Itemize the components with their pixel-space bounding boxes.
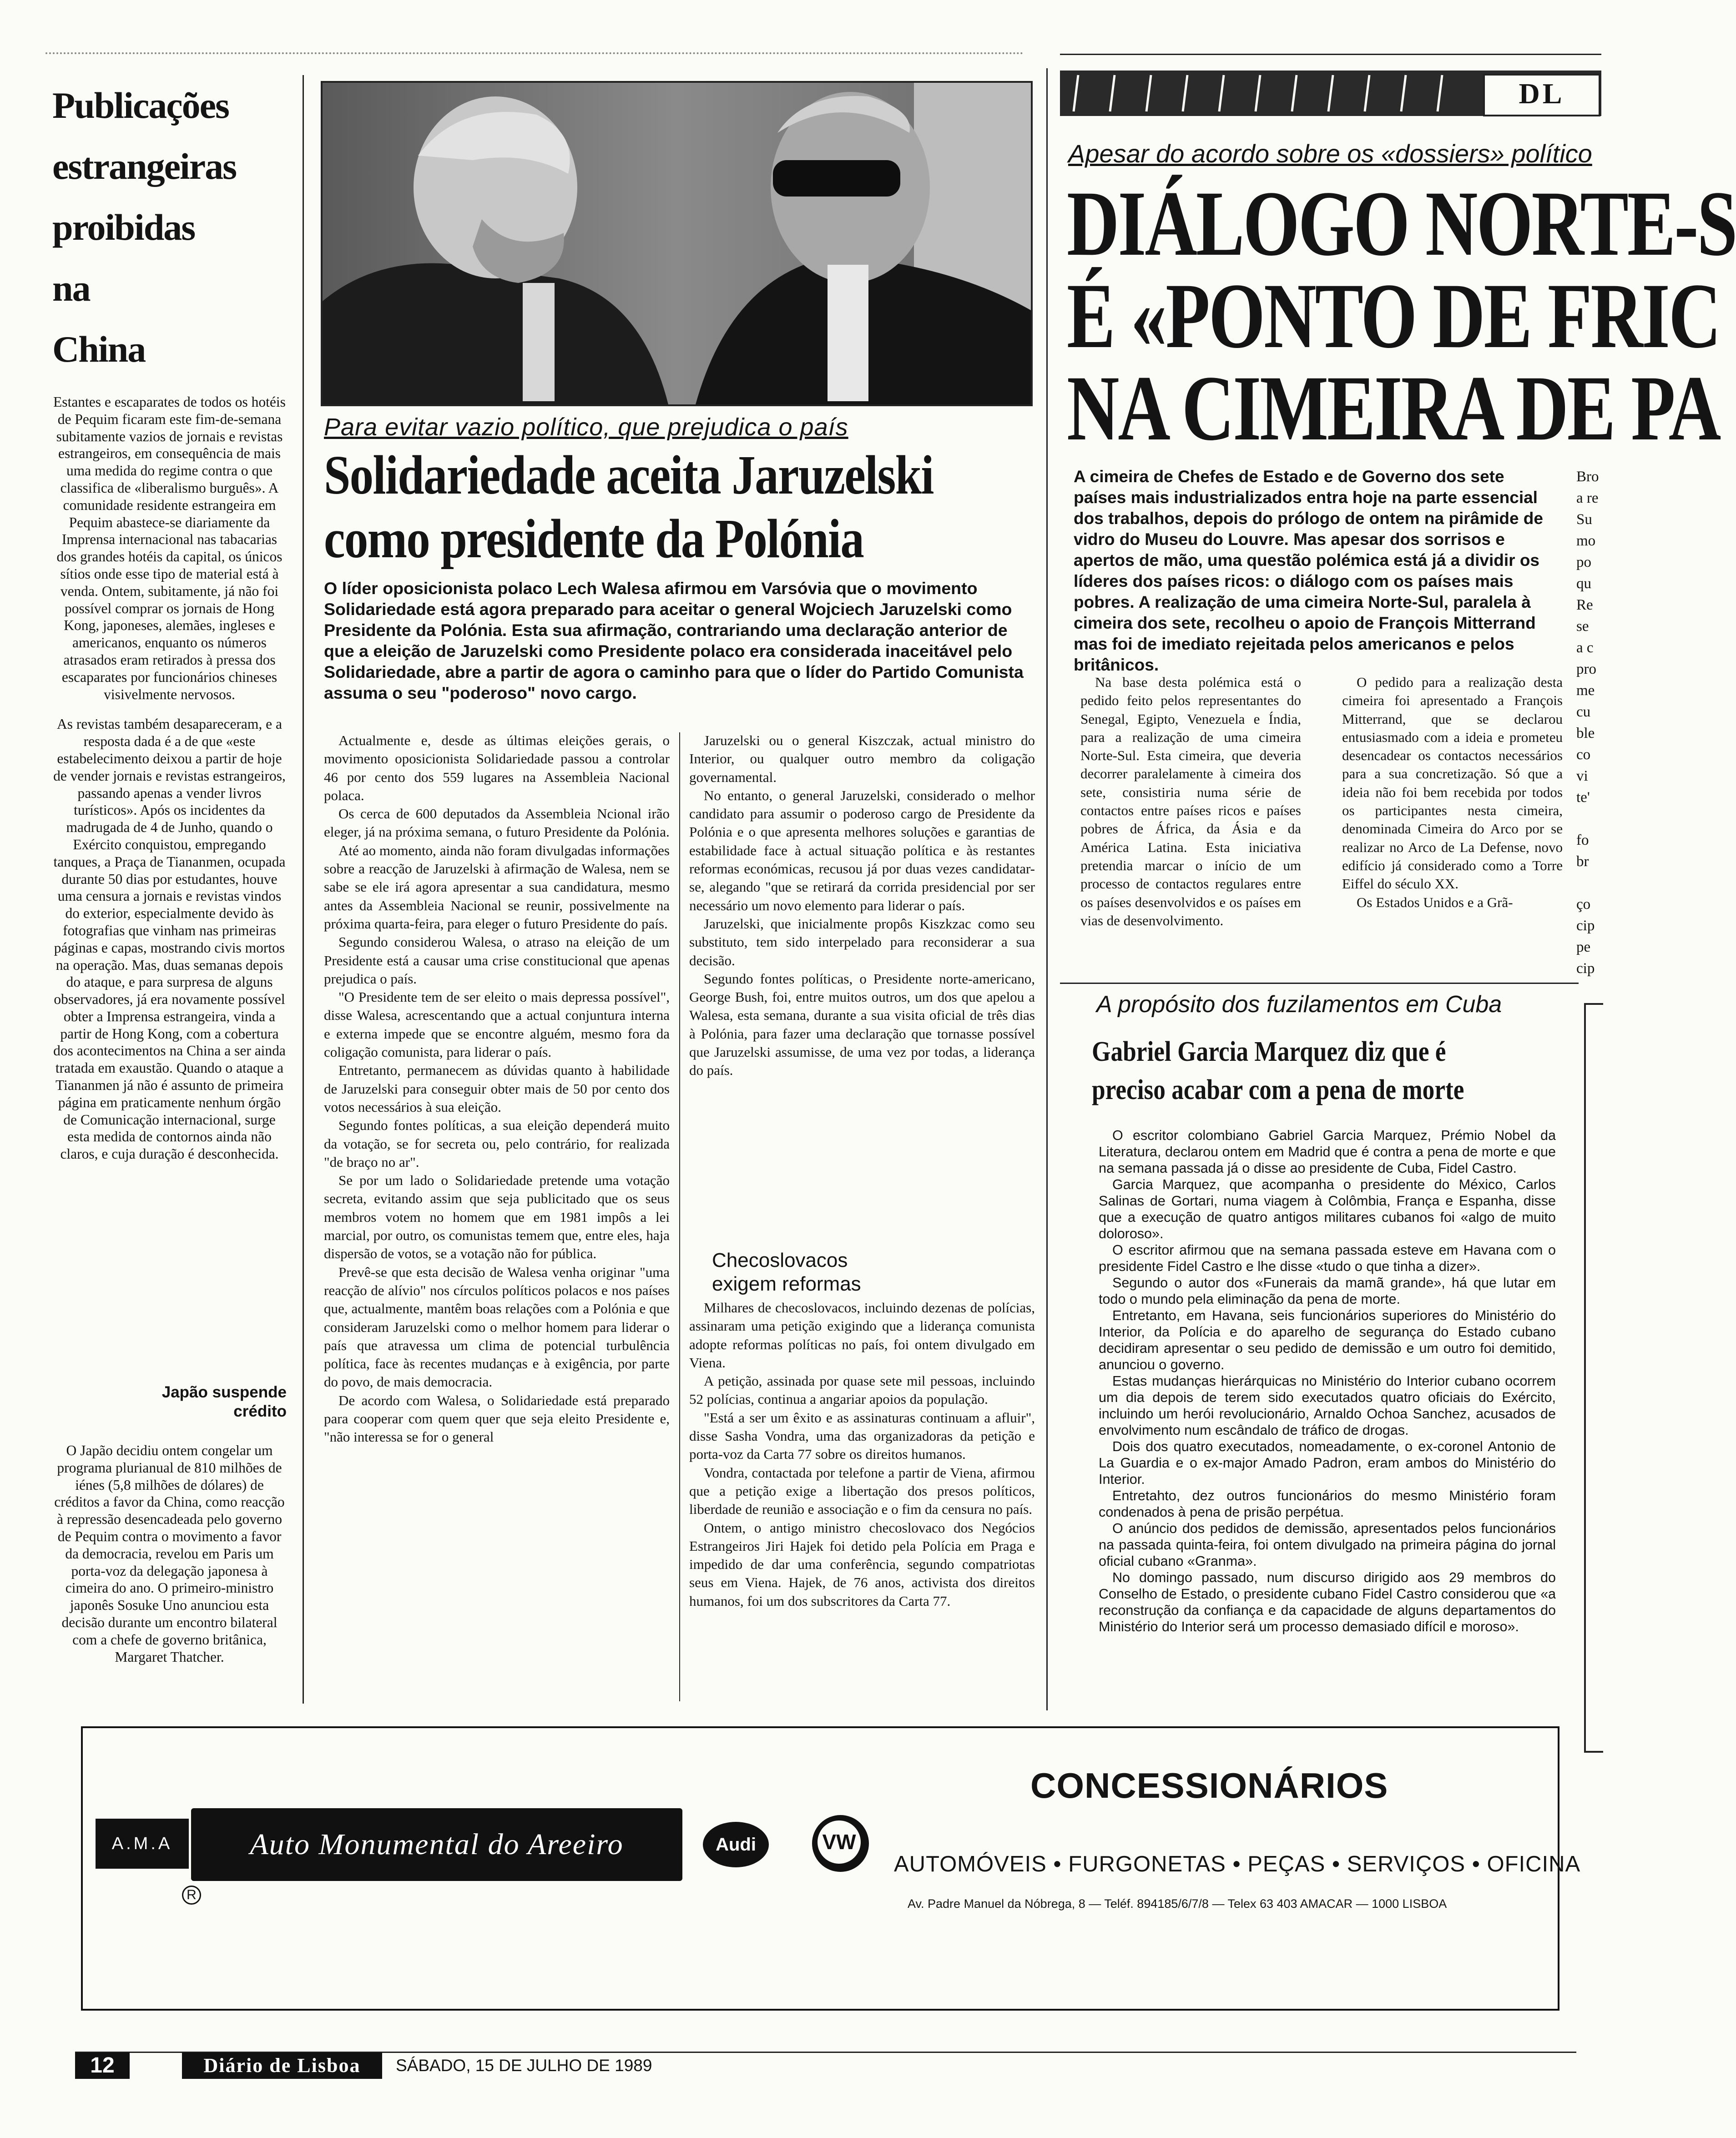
north-south-headline: DIÁLOGO NORTE-S É «PONTO DE FRIC NA CIMEIRA DE PA bbox=[1067, 172, 1736, 460]
column-divider-center bbox=[1046, 68, 1048, 1710]
news-photo-illustration bbox=[323, 83, 1031, 404]
poland-column-2: Jaruzelski ou o general Kiszczak, actual ministro do Interior, ou qualquer outro membro da coligação governamental. No entanto, o general Jaruzelski, considerado o melhor candidato para assumir o poderoso cargo de Presidente da Polónia e o que apresenta melhores soluções e garantias de estabilidade face à actual situação política e às restantes reformas económicas, recusou já por duas vezes candidatar-se, alegando "que se retirará da corrida presidencial por ser necessário um novo elemento para liderar o país. Jaruzelski, que inicialmente propôs Kiszkzac como seu substituto, tem sido interpelado para reconsiderar a sua decisão. Segundo fontes políticas, o Presidente norte-americano, George Bush, foi, entre muitos outros, um dos que apelou a Walesa, esta semana, durante a sua visita oficial de três dias à Polónia, para fazer uma declaração que tornasse possível que Jaruzelski assumisse, de uma vez por todas, a liderança do país. bbox=[689, 732, 1035, 1079]
edge-fragment: cip bbox=[1576, 918, 1595, 934]
vw-logo-letters: VW bbox=[818, 1820, 861, 1864]
top-rule-right bbox=[1060, 54, 1601, 55]
north-south-edge-column bbox=[1576, 466, 1601, 979]
edge-fragment: a re bbox=[1576, 490, 1599, 506]
edge-fragment bbox=[1576, 808, 1601, 830]
china-story: Estantes e escaparates de todos os hotéis de Pequim ficaram este fim-de-semana subitamente vazios de jornais e revistas estrangeiros, em consequência de mais uma medida do regime contra o que classifica de «liberalismo burguês». A comunidade residente estrangeira em Pequim abastece-se diariamente da Imprensa internacional nas tabacarias dos grandes hotéis da capital, os únicos sítios onde esse tipo de material está à venda. Ontem, subitamente, já não foi possível comprar os jornais de Hong Kong, japoneses, alemães, ingleses e americanos, enquanto os números atrasados eram retirados à pressa dos escaparates por funcionários chineses visivelmente nervosos. As revistas também desapareceram, e a resposta dada é a de que «este estabelecimento deixou a partir de hoje de vender jornais e revistas estrangeiros, passando apenas a vender livros turísticos». Após os incidentes da madrugada de 4 de Junho, quando o Exército conquistou, empregando tanques, a Praça de Tiananmen, ocupada durante 50 dias por estudantes, houve uma censura a jornais e revistas vindos do exterior, especialmente devido às fotografias que vinham nas primeiras páginas e capas, mostrando civis mortos na operação. Mas, duas semanas depois do ataque, e para surpresa de alguns observadores, já era novamente possível obter a Imprensa estrangeira, vinda a partir de Hong Kong, com a cobertura dos acontecimentos na China a ser ainda tratada em exaustão. Quando o ataque a Tiananmen já não é assunto de primeira página em praticamente nenhum órgão de Comunicação internacional, surge esta medida de contornos ainda não claros, e cuja duração é desconhecida. bbox=[53, 394, 286, 1162]
edge-fragment: a c bbox=[1576, 640, 1594, 656]
edge-fragment bbox=[1576, 872, 1601, 894]
edge-fragment: qu bbox=[1576, 575, 1591, 592]
edge-fragment: cip bbox=[1576, 960, 1595, 977]
walesa-jaruzelski-photo bbox=[321, 81, 1033, 406]
poland-headline: Solidariedade aceita Jaruzelski como presidente da Polónia bbox=[324, 444, 934, 570]
japan-subheadline: Japão suspende crédito bbox=[161, 1383, 287, 1420]
cuba-top-rule bbox=[1060, 983, 1579, 984]
poland-column-divider bbox=[679, 732, 680, 1701]
edge-fragment: pe bbox=[1576, 939, 1591, 955]
north-south-kicker: Apesar do acordo sobre os «dossiers» político bbox=[1068, 139, 1592, 168]
edge-box bbox=[1584, 1003, 1603, 1753]
cuba-headline: Gabriel Garcia Marquez diz que é preciso acabar com a pena de morte bbox=[1092, 1036, 1464, 1105]
edge-fragment: se bbox=[1576, 618, 1589, 635]
edge-fragment: Re bbox=[1576, 597, 1593, 613]
poland-lead: O líder oposicionista polaco Lech Walesa afirmou em Varsóvia que o movimento Solidariedade está agora preparado para aceitar o general Wojciech Jaruzelski como Presidente da Polónia. Esta sua afirmação, contrariando uma declaração anterior de que a eleição de Jaruzelski como Presidente polaco era considerada inaceitável pelo Solidariedade, abre a partir de agora o caminho para que o líder do Partido Comunista assuma o seu "poderoso" novo cargo. bbox=[324, 579, 1024, 702]
poland-column-1: Actualmente e, desde as últimas eleições gerais, o movimento oposicionista Solidariedade passou a controlar 46 por cento dos 559 lugares na Assembleia Nacional polaca. Os cerca de 600 deputados da Assembleia Ncional irão eleger, já na próxima semana, o futuro Presidente da Polónia. Até ao momento, ainda não foram divulgadas informações sobre a reacção de Jaruzelski à afirmação de Walesa, nem se sabe se ele irá agora apresentar a sua candidatura, mesmo antes da Assembleia Nacional se reunir, possivelmente na próxima quarta-feira, para eleger o futuro Presidente do país. Segundo considerou Walesa, o atraso na eleição de um Presidente está a causar uma crise constitucional que apenas prejudica o país. "O Presidente tem de ser eleito o mais depressa possível", disse Walesa, acrescentando que a actual conjuntura interna e externa impede que se encontre alguém, mesmo fora da coligação comunista, para liderar o país. Entretanto, permanecem as dúvidas quanto à habilidade de Jaruzelski para conseguir obter mais de 50 por cento dos votos necessários à sua eleição. Segundo fontes políticas, a sua eleição dependerá muito da votação, se for secreta ou, pelo contrário, for realizada "de braço no ar". Se por um lado o Solidariedade pretende uma votação secreta, evitando assim que seja publicitado que os seus membros votem no homem que em 1981 impôs a lei marcial, por outro, os comunistas temem que, entre eles, haja dispersão de votos, se a votação não for pública. Prevê-se que esta decisão de Walesa venha originar "uma reacção de alívio" nos círculos políticos polacos e nos países que, actualmente, mantêm boas relações com a Polónia e que consideram Jaruzelski como o melhor homem para liderar o país que atravessa um clima de potencial turbulência política, face às recentes mudanças e à exigência, por parte do povo, de mais democracia. De acordo com Walesa, o Solidariedade está preparado para cooperar com quem quer que seja eleito Presidente e, "não interessa se for o general bbox=[324, 732, 670, 1445]
column-divider-left bbox=[303, 75, 304, 1704]
edge-fragment: ble bbox=[1576, 725, 1595, 741]
registered-mark: R bbox=[182, 1886, 201, 1905]
section-bar-stripes bbox=[1060, 71, 1483, 116]
edge-fragment: po bbox=[1576, 554, 1591, 570]
edge-fragment: Bro bbox=[1576, 469, 1599, 485]
poland-kicker: Para evitar vazio político, que prejudica o país bbox=[324, 413, 848, 441]
china-headline: Publicações estrangeiras proibidas na China bbox=[52, 85, 237, 370]
edge-fragment: te' bbox=[1576, 789, 1590, 806]
edge-fragment: fo bbox=[1576, 832, 1589, 848]
ama-logo: A.M.A bbox=[96, 1819, 189, 1869]
ad-address: Av. Padre Manuel da Nóbrega, 8 — Teléf. 894185/6/7/8 — Telex 63 403 AMACAR — 1000 LISBOA bbox=[908, 1897, 1447, 1911]
edge-fragment: br bbox=[1576, 853, 1589, 870]
edge-fragment: pro bbox=[1576, 661, 1596, 677]
edge-fragment: Su bbox=[1576, 511, 1592, 528]
issue-date: SÁBADO, 15 DE JULHO DE 1989 bbox=[396, 2056, 652, 2075]
dealer-name-logo: Auto Monumental do Areeiro bbox=[191, 1808, 682, 1881]
edge-fragment: vi bbox=[1576, 768, 1588, 784]
edge-fragment: cu bbox=[1576, 704, 1591, 720]
edge-fragment: ço bbox=[1576, 896, 1591, 913]
cuba-kicker: A propósito dos fuzilamentos em Cuba bbox=[1096, 991, 1502, 1018]
czech-subheadline: Checoslovacos exigem reformas bbox=[712, 1249, 861, 1295]
top-dotted-rule bbox=[45, 52, 1024, 54]
section-logo: DL bbox=[1483, 74, 1600, 116]
ad-title: CONCESSIONÁRIOS bbox=[1030, 1765, 1388, 1805]
page-number: 12 bbox=[75, 2052, 130, 2079]
edge-fragment: me bbox=[1576, 682, 1595, 699]
north-south-column-2: O pedido para a realização desta cimeira foi apresentado a François Mitterrand, que se declarou entusiasmado com a ideia e prometeu desencadear os contactos necessários para a sua concretização. Só que a ideia não foi bem recebida por todos os participantes nesta cimeira, denominada Cimeira do Arco por se realizar no Arco de La Defense, novo edifício já considerado como a Torre Eiffel do século XX. Os Estados Unidos e a Grã- bbox=[1342, 674, 1563, 910]
north-south-lead: A cimeira de Chefes de Estado e de Governo dos sete países mais industrializados entra hoje na parte essencial dos trabalhos, depois do prólogo de ontem na pirâmide de vidro do Museu do Louvre. Mas apesar dos sorrisos e apertos de mão, uma questão polémica está já a dividir os líderes dos países ricos: o diálogo com os países mais pobres. A realização de uma cimeira Norte-Sul, paralela à cimeira dos sete, recolheu o apoio de François Mitterrand mas foi de imediato rejeitada pelos americanos e pelos britânicos. bbox=[1074, 467, 1543, 674]
japan-story: O Japão decidiu ontem congelar um programa plurianual de 810 milhões de iénes (5,8 milhões de dólares) de créditos a favor da China, como reacção à repressão desencadeada pelo governo de Pequim contra o movimento a favor da democracia, revelou em Paris um porta-voz da delegação japonesa à cimeira do ano. O primeiro-ministro japonês Sosuke Uno anunciou esta decisão durante um encontro bilateral com a chefe de governo britânica, Margaret Thatcher. bbox=[54, 1442, 285, 1665]
newspaper-masthead: Diário de Lisboa bbox=[182, 2052, 382, 2079]
north-south-column-1: Na base desta polémica está o pedido feito pelos representantes do Senegal, Egipto, Venezuela e Índia, para a realização de uma cimeira Norte-Sul. Esta cimeira, que deveria decorrer paralelamente à cimeira dos sete, consistiria numa série de contactos entre países ricos e países pobres de África, da Ásia e da América Latina. Esta iniciativa pretendia marcar o início de um processo de contactos regulares entre os países desenvolvidos e os países em vias de desenvolvimento. bbox=[1080, 674, 1301, 928]
czech-story: Milhares de checoslovacos, incluindo dezenas de polícias, assinaram uma petição exigindo que a liderança comunista adopte reformas políticas no país, foi ontem divulgado em Viena. A petição, assinada por quase sete mil pessoas, incluindo 52 polícias, continua a angariar apoios da população. "Está a ser um êxito e as assinaturas continuam a afluir", disse Sasha Vondra, uma das organizadoras da petição e porta-voz da Carta 77 sobre os direitos humanos. Vondra, contactada por telefone a partir de Viena, afirmou que a petição exige a libertação dos presos políticos, liberdade de reunião e associação e o fim da censura no país. Ontem, o antigo ministro checoslovaco dos Negócios Estrangeiros Jiri Hajek foi detido pela Polícia em Praga e impedido de dar uma conferência, segundo compatriotas seus em Viena. Hajek, de 76 anos, activista dos direitos humanos, foi um dos subscritores da Carta 77. bbox=[689, 1300, 1035, 1609]
edge-fragment: mo bbox=[1576, 533, 1596, 549]
edge-fragment: co bbox=[1576, 746, 1591, 763]
cuba-story: O escritor colombiano Gabriel Garcia Marquez, Prémio Nobel da Literatura, declarou ontem em Madrid que é contra a pena de morte e que na semana passada já o disse ao presidente de Cuba, Fidel Castro. Garcia Marquez, que acompanha o presidente do México, Carlos Salinas de Gortari, numa viagem à Colômbia, França e Espanha, disse que a execução de quatro antigos militares cubanos foi «algo de muito doloroso». O escritor afirmou que na semana passada esteve em Havana com o presidente Fidel Castro e lhe disse «tudo o que tinha a dizer». Segundo o autor dos «Funerais da mamã grande», há que lutar em todo o mundo pela eliminação da pena de morte. Entretanto, em Havana, seis funcionários superiores do Ministério do Interior, da Polícia e do aparelho de segurança do Estado cubano decidiram apresentar o seu pedido de demissão e um outro foi demitido, anunciou o governo. Estas mudanças hierárquicas no Ministério do Interior cubano ocorrem um dia depois de terem sido executados quatro oficiais do Exército, incluindo um herói revolucionário, Arnaldo Ochoa Sanchez, acusados de envolvimento num escândalo de tráfico de drogas. Dois dos quatro executados, nomeadamente, o ex-coronel Antonio de La Guardia e o ex-major Amado Padron, eram ambos do Ministério do Interior. Entretahto, dez outros funcionários do mesmo Ministério foram condenados à pena de prisão perpétua. O anúncio dos pedidos de demissão, apresentados pelos funcionários na passada quinta-feira, foi ontem divulgado na primeira página do jornal oficial cubano «Granma». No domingo passado, num discurso dirigido aos 29 membros do Conselho de Estado, o presidente cubano Fidel Castro considerou que «a reconstrução da confiança e da capacidade de alguns departamentos do Ministério do Interior será um processo demasiado difícil e moroso». bbox=[1099, 1128, 1556, 1634]
audi-logo: Audi bbox=[703, 1822, 769, 1867]
ad-services: AUTOMÓVEIS • FURGONETAS • PEÇAS • SERVIÇOS • OFICINA bbox=[894, 1852, 1581, 1876]
